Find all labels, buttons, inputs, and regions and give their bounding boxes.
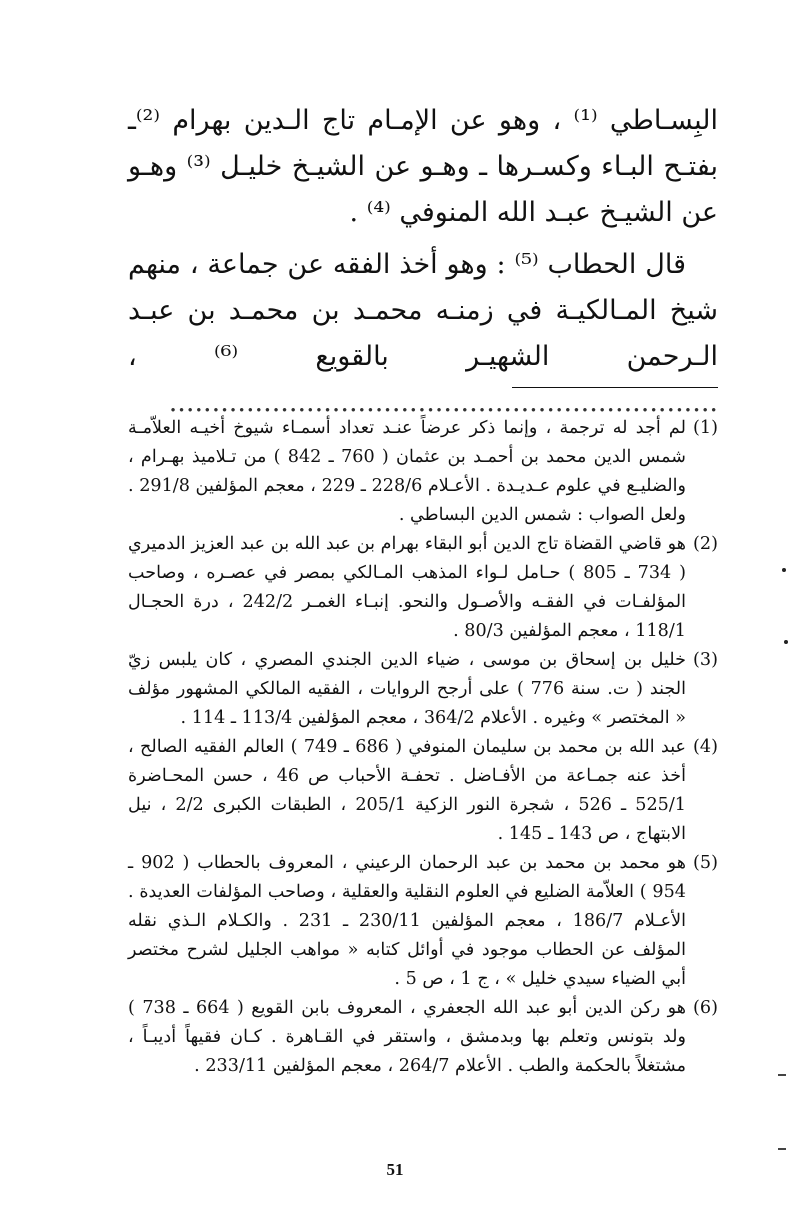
scan-mark xyxy=(778,1074,786,1076)
footnote-1 xyxy=(128,414,718,530)
footnote-number: (6) xyxy=(693,998,718,1018)
footnote-text: عبد الله بن محمد بن سليمان المنوفي ( 686 ـ 749 ) العالم الفقيه الصالح ، أخذ عنه جمـاعة من الأفـاضل . تحفـة الأحباب ص 46 ، حسن المحـاضرة 525/1 ـ 526 ، شجرة النور الزكية 205/1 ، الطبقات الكبرى 2/2 ، نيل الابتهاج ، ص 143 ـ 145 . xyxy=(128,737,686,844)
footnote-text: هو ركن الدين أبو عبد الله الجعفري ، المعروف بابن القويع ( 664 ـ 738 ) ولد بتونس وتعلم بها وبدمشق ، واستقر في القـاهرة . كـان فقيهاً أديبـاً ، مشتغلاً بالحكمة والطب . الأعلام 264/7 ، معجم المؤلفين 233/11 . xyxy=(128,998,686,1076)
main-paragraph-2-text: قال الحطاب ⁽⁵⁾ : وهو أخذ الفقه عن جماعة ، منهم شيخ المـالكيـة في زمنـه محمـد بن محمـد بن عبـد الـرحمن الشهيـر بالقويع ⁽⁶⁾ ، xyxy=(128,249,718,372)
footnote-number: (5) xyxy=(693,853,718,873)
footnote-2 xyxy=(128,530,718,646)
scan-mark xyxy=(784,640,788,644)
footnote-number: (3) xyxy=(693,650,718,670)
footnote-text: لم أجد له ترجمة ، وإنما ذكر عرضاً عنـد تعداد أسمـاء شيوخ أخيـه العلاّمـة شمس الدين محمد بن أحمـد بن عثمان ( 760 ـ 842 ) من تـلاميذ بهـرام ، والضليـع في علوم عـديـدة . الأعـلام 228/6 ـ 229 ، معجم المؤلفين 291/8 . ولعل الصواب : شمس الدين البساطي . xyxy=(128,418,687,525)
footnote-text: خليل بن إسحاق بن موسى ، ضياء الدين الجندي المصري ، كان يلبس زيّ الجند ( ت. سنة 776 ) على أرجح الروايات ، الفقيه المالكي المشهور مؤلف « المختصر » وغيره . الأعلام 364/2 ، معجم المؤلفين 113/4 ـ 114 . xyxy=(128,650,686,728)
scan-mark xyxy=(782,568,786,572)
page-number: 51 xyxy=(386,1160,404,1179)
continuation-dots: ................................................................ xyxy=(168,387,718,418)
footnote-6 xyxy=(128,994,718,1081)
footnote-5 xyxy=(128,849,718,994)
footnote-text: هو قاضي القضاة تاج الدين أبو البقاء بهرام بن عبد الله بن عبد العزيز الدميري ( 734 ـ 805 ) حـامل لـواء المذهب المـالكي بمصر في عصـره ، وصاحب المؤلفـات في الفقـه والأصـول والنحو. إنبـاء الغمـر 242/2 ، درة الحجـال 118/1 ، معجم المؤلفين 80/3 . xyxy=(128,534,686,641)
scan-mark xyxy=(778,1148,786,1150)
footnote-3 xyxy=(128,646,718,733)
footnote-separator xyxy=(512,387,718,388)
footnote-4 xyxy=(128,733,718,849)
main-paragraph-2 xyxy=(128,242,718,426)
main-text xyxy=(128,98,718,426)
footnote-number: (2) xyxy=(693,534,718,554)
footnote-number: (1) xyxy=(693,418,718,438)
main-paragraph-1: البِسـاطي ⁽¹⁾ ، وهو عن الإمـام تاج الـدين بهرام ⁽²⁾ـ بفتـح البـاء وكسـرها ـ وهـو عن الشيـخ خليـل ⁽³⁾ وهـو عن الشيـخ عبـد الله المنوفي ⁽⁴⁾ . xyxy=(128,105,718,228)
footnotes xyxy=(128,414,718,1081)
footnote-number: (4) xyxy=(693,737,718,757)
footnote-text: هو محمد بن محمد بن عبد الرحمان الرعيني ، المعروف بالحطاب ( 902 ـ 954 ) العلاّمة الضليع في العلوم النقلية والعقلية ، وصاحب المؤلفات العديدة . الأعـلام 186/7 ، معجم المؤلفين 230/11 ـ 231 . والكـلام الـذي نقله المؤلف عن الحطاب موجود في أوائل كتابه « مواهب الجليل لشرح مختصر أبي الضياء سيدي خليل » ، ج 1 ، ص 5 . xyxy=(128,853,687,989)
